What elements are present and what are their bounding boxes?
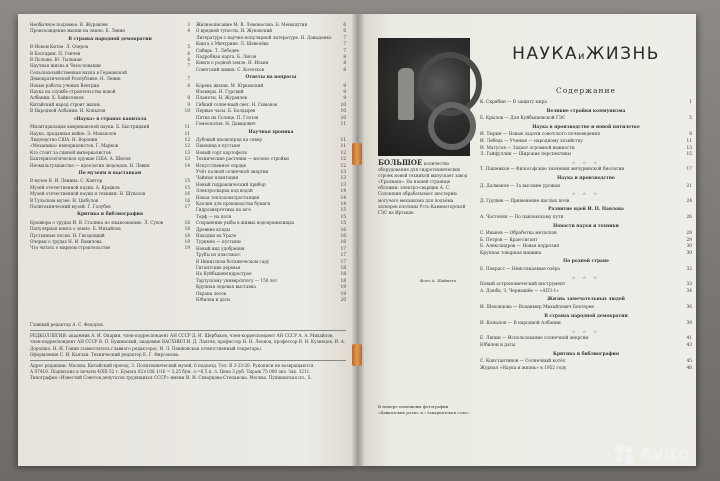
- toc-entry: [480, 184, 692, 191]
- toc-entry-title: Корень жизни. М. Юрковский: [196, 82, 264, 88]
- toc-entry-title: Учёт полной солнечной энергии: [196, 168, 269, 174]
- toc-entry-title: Происхождение жизни на земле. Б. Левин: [30, 28, 126, 34]
- toc-entry-page: 19: [184, 239, 190, 244]
- toc-entry: [30, 163, 190, 169]
- avito-logo-icon: [614, 444, 636, 464]
- staple-bottom: [352, 344, 362, 366]
- toc-entry-page: 16: [340, 239, 346, 245]
- toc-entry-title: Изомеры. Н. Гурский: [196, 89, 244, 95]
- toc-entry-title: Б. Александров — Новая коррозия: [480, 244, 560, 250]
- toc-entry-title: Торф — на поля: [196, 213, 232, 219]
- toc-entry-page: 8: [343, 54, 346, 60]
- toc-entry-title: Пятна на Солнце. П. Глотов: [196, 114, 259, 120]
- toc-entry-title: О вредной тупости. Н. Жуковский: [196, 28, 273, 34]
- toc-entry-title: И. Матусов — Задает огромной важности: [480, 145, 575, 151]
- imprint-line: Адрес редакции: Москва, Китайский проезд, 3. Политехнический музей, 6 подъезд. Тел. В 3-23-20. Рукописи не возвращаются.: [30, 363, 315, 369]
- toc-entry: [480, 321, 692, 328]
- toc-entry-title: Новый сорт картофеля: [196, 149, 247, 155]
- imprint-line: А 07410. Подписано к печати 4/XII-52 г. Бумага 82×108 1/16 = 3,25 бум. л.=6,5 п. л. Цена 3 руб. Тираж 75 000 экз. Зак. 3211.: [30, 369, 311, 375]
- toc-entry-page: 16: [340, 226, 346, 232]
- toc-entry-page: 8: [343, 60, 346, 66]
- section-heading: Критика и библиография: [76, 212, 144, 218]
- toc-entry: [480, 336, 692, 343]
- toc-entry-page: 6: [187, 50, 190, 56]
- toc-entry-page: 12: [340, 156, 346, 162]
- toc-entry-page: 17: [340, 252, 346, 258]
- section-heading: Научная хроника: [248, 129, 294, 135]
- toc-entry-title: Пшеница в пустыне: [196, 143, 241, 149]
- toc-entry-page: 8: [343, 66, 346, 72]
- right-toc: [480, 100, 692, 372]
- toc-entry: [30, 204, 190, 210]
- toc-entry-title: Политехнический музей. Г. Голубев: [30, 203, 111, 209]
- toc-entry: [480, 251, 692, 258]
- toc-entry-page: 8: [187, 95, 190, 101]
- toc-entry: [480, 244, 692, 251]
- toc-entry-title: Гомеопатия. Н. Давидович: [196, 121, 256, 127]
- toc-entry-title: Что читать о мирном строительстве: [30, 245, 111, 251]
- toc-entry-title: Китайский народ строит жизнь: [30, 101, 101, 107]
- toc-entry-page: 15: [340, 220, 346, 226]
- toc-entry-title: Музей отечественной науки. А. Крыжов: [30, 184, 120, 190]
- toc-entry-page: 15: [340, 213, 346, 219]
- toc-entry-page: 7: [343, 47, 346, 53]
- toc-entry-page: 46: [686, 365, 692, 371]
- photo-note: В номере помещены фотографии «Кавказские розы» и «Закарпатская соль».: [378, 404, 471, 415]
- toc-entry-title: Находки на Урале: [196, 233, 237, 238]
- toc-entry-title: Сельскохозяйственная наука в Германской: [30, 69, 127, 75]
- toc-entry-title: К. Скрябин — В защиту мира: [480, 100, 547, 105]
- toc-entry: [30, 28, 190, 34]
- toc-entry: [480, 359, 692, 366]
- toc-entry-page: 11: [340, 143, 346, 149]
- toc-entry-title: Необычное подземье. В. Журавлев: [30, 22, 108, 27]
- toc-heading: Содержание: [556, 86, 616, 95]
- toc-entry-title: В Болгарии. П. Генчев: [30, 50, 81, 56]
- toc-entry: [480, 132, 692, 139]
- toc-entry-title: Популярная книга о земле. Б. Михайлов: [30, 226, 121, 232]
- toc-entry-page: 5: [689, 116, 692, 122]
- toc-entry-title: Советский химик. С. Кочетков: [196, 66, 264, 72]
- star-divider: ☆ ☆ ☆: [571, 191, 601, 197]
- toc-entry-title: Пустынные пески. Н. Гвоздецкий: [30, 232, 105, 238]
- toc-entry: [196, 121, 346, 127]
- toc-entry-page: 45: [686, 359, 692, 365]
- toc-entry: [30, 108, 190, 114]
- toc-entry-title: Журнал «Наука и жизнь» в 1952 году: [480, 365, 567, 371]
- toc-entry-title: Д. Далманов — За высокие урожаи: [480, 183, 560, 189]
- section-heading: В странах народной демократии: [544, 313, 628, 319]
- toc-entry-title: Книги о родной земле. Н. Ильин: [196, 60, 269, 66]
- toc-entry-title: Тартускому университету — 150 лет: [196, 277, 278, 283]
- toc-entry-page: 7: [187, 63, 190, 69]
- toc-entry-page: 20: [340, 297, 346, 303]
- toc-entry-page: 19: [340, 284, 346, 290]
- star-divider: ☆ ☆ ☆: [571, 274, 601, 280]
- toc-entry-page: 18: [340, 277, 346, 283]
- toc-entry-title: Наука, проданная войне. Э. Макьюлов: [30, 130, 116, 136]
- avito-wordmark: Avito: [640, 444, 690, 464]
- caption-text: количество оборудования для гидротехнических строек новой техникой выпускает завод «Уралмаш». На нашей странице обложки: электро-сварщик А. С. Солоншин обрабатывает шестерню могучего механизма для подъёма затворов плотины Усть-Каменогорской ГЭС на Иртыше.: [378, 161, 468, 215]
- toc-entry-page: 32: [686, 267, 692, 273]
- toc-entry-title: Милитаризация американской науки. Б. Быстрицкий: [30, 124, 150, 130]
- toc-entry-title: В Народной Албании. Н. Копылов: [30, 108, 106, 114]
- toc-entry-title: Охрана лесов: [196, 290, 226, 296]
- toc-entry-page: 11: [184, 124, 190, 130]
- toc-entry-title: Т. Пашенков — Философские значения мичуринской биологии: [480, 167, 625, 173]
- toc-entry-page: 14: [340, 188, 346, 194]
- toc-entry-title: Крупная товарная машина: [480, 250, 542, 256]
- toc-entry: [30, 245, 190, 251]
- toc-entry-page: 16: [184, 197, 190, 203]
- toc-entry-title: Чайные плантации: [196, 175, 239, 181]
- toc-entry-title: Юбилеи и даты: [196, 297, 231, 303]
- avito-watermark: [614, 443, 689, 465]
- toc-entry-title: Новый вид удобрения: [196, 245, 245, 251]
- section-heading: Великие стройки коммунизма: [546, 108, 626, 114]
- toc-entry-title: В Новом Китае. Л. Озеров: [30, 44, 88, 50]
- imprint-line: Типография «Известий Советов депутатов трудящихся СССР» имени И. И. Скворцова-Степанова. Москва, Пушкинская пл., 5.: [30, 375, 312, 381]
- toc-entry-page: 14: [184, 162, 190, 168]
- section-heading: Развитие идей И. П. Павлова: [548, 207, 624, 213]
- toc-entry-page: 33: [686, 282, 692, 288]
- toc-entry-page: 12: [184, 136, 190, 142]
- photo-credit: Фото А. Шайхета: [420, 278, 457, 283]
- toc-entry-page: 29: [686, 237, 692, 243]
- toc-entry-title: Жизнеописание М. В. Ломоносова. Б. Меньшутин: [196, 22, 308, 27]
- toc-entry-title: Трубы из пластмасс: [196, 252, 241, 258]
- toc-entry-page: 15: [184, 178, 190, 184]
- toc-entry-page: 14: [340, 200, 346, 206]
- toc-entry-title: Е. Крылов — Для Куйбышевской ГЭС: [480, 116, 566, 122]
- toc-entry-page: 10: [340, 114, 346, 120]
- magazine-spine: [352, 14, 364, 466]
- toc-entry-page: 19: [184, 245, 190, 251]
- left-toc-column-2: [196, 22, 346, 303]
- staple-top: [352, 143, 362, 165]
- toc-entry-title: Дубовый шелкопряд на север: [196, 136, 262, 142]
- toc-entry-title: Крупная ледовая выставка: [196, 284, 256, 290]
- left-toc-column-1: [30, 22, 190, 252]
- section-heading: По музеям и выставкам: [78, 170, 142, 176]
- toc-entry-page: 18: [340, 265, 346, 271]
- section-heading: В странах народной демократии: [68, 36, 152, 42]
- toc-entry-title: Албании. Х. Хайнслеков: [30, 95, 84, 101]
- section-heading: «Наука» в странах капитала: [73, 116, 147, 122]
- toc-entry-page: 17: [686, 167, 692, 173]
- toc-entry-title: Новые работы ученых Венгрии: [30, 82, 100, 88]
- toc-entry-page: 21: [686, 183, 692, 189]
- toc-entry-page: 11: [340, 121, 346, 127]
- imprint-line: Главный редактор А. С. Федоров.: [30, 322, 104, 327]
- toc-entry-title: Е. Покрасс — Неиссякаемые озёра: [480, 267, 560, 273]
- toc-entry-title: Туркмен — пустыни: [196, 239, 241, 245]
- toc-entry-title: Гидроэнергетика на юге: [196, 207, 251, 213]
- toc-entry-page: 5: [187, 44, 190, 50]
- toc-entry-page: 6: [187, 57, 190, 63]
- toc-entry: [480, 231, 692, 238]
- toc-entry-title: Юбилеи и даты: [480, 343, 516, 348]
- imprint-line: Оформление С. И. Каплан. Технический редактор Е. Г. Фирсонова.: [30, 351, 180, 357]
- toc-entry-page: 4: [187, 28, 190, 34]
- toc-entry-page: 28: [686, 231, 692, 237]
- toc-entry-page: 9: [343, 89, 346, 95]
- toc-entry-title: Каолин для производства бумаги: [196, 200, 271, 206]
- toc-entry: [480, 139, 692, 146]
- toc-entry-page: 15: [340, 207, 346, 213]
- toc-entry-title: На Куйбышевгидрострое: [196, 271, 252, 277]
- title-conjunction: и: [578, 51, 587, 62]
- toc-entry-page: 11: [340, 136, 346, 142]
- welder-figure: [398, 68, 414, 120]
- toc-entry-title: И. Шеховцова — Владимир Михайлович Бехтерев: [480, 305, 594, 311]
- toc-entry-page: 18: [184, 232, 190, 238]
- toc-entry-title: И. Копылов — В народной Албании: [480, 321, 561, 327]
- toc-entry-title: В Никитском ботаническом саду: [196, 258, 270, 264]
- toc-entry: [480, 282, 692, 289]
- star-divider: ☆ ☆ ☆: [571, 159, 601, 165]
- toc-entry-page: 1: [689, 100, 692, 105]
- toc-entry: [480, 146, 692, 153]
- photo-caption: [378, 160, 472, 216]
- toc-entry-title: А. Дзюба, З. Чернышёв — «АПЗ-1»: [480, 288, 559, 294]
- gear-wheel-image: [428, 102, 476, 150]
- toc-entry: [480, 238, 692, 245]
- toc-entry-title: Наука на службе строительства новой: [30, 89, 116, 95]
- toc-entry-page: 15: [184, 184, 190, 190]
- toc-entry-page: 12: [184, 143, 190, 149]
- toc-entry-page: 10: [184, 108, 190, 114]
- toc-entry: [480, 100, 692, 107]
- toc-entry: [480, 152, 692, 159]
- toc-entry: [480, 289, 692, 296]
- toc-entry-title: В Польше. Ю. Тыльман: [30, 57, 82, 63]
- toc-entry-title: Гибкий солнечный свет. Н. Симонов: [196, 101, 278, 107]
- toc-entry: [480, 116, 692, 123]
- toc-entry-page: 39: [686, 321, 692, 327]
- toc-entry-page: 24: [686, 198, 692, 204]
- toc-entry-page: 6: [343, 28, 346, 34]
- toc-entry-title: Л. Гайфуллин — Широкие перспективы: [480, 152, 571, 158]
- toc-entry-title: Научная жизнь в Чехословакии: [30, 63, 101, 69]
- toc-entry-title: Бактериологическое оружие США. А. Шилов: [30, 156, 131, 162]
- toc-entry-title: Древние клады: [196, 226, 230, 232]
- toc-entry-title: Планеты. Н. Журавлев: [196, 95, 247, 101]
- cover-photo: [378, 38, 470, 156]
- toc-entry-title: Подробная карта. Б. Лисов: [196, 54, 257, 60]
- toc-entry-page: 17: [184, 203, 190, 209]
- toc-entry-title: Д. Грушев — Применение кислых почв: [480, 198, 570, 204]
- toc-entry-title: Литература о научно-популярной литературе. Н. Давыденко: [196, 34, 332, 40]
- toc-entry-page: 26: [686, 214, 692, 220]
- toc-entry-title: И. Лебедь — Ученые — народному хозяйству: [480, 138, 583, 144]
- imprint-block: [30, 322, 346, 382]
- section-heading: Наука и производство: [557, 175, 615, 181]
- toc-entry-title: Брошюра о трудах И. В. Сталина по языкознанию. Л. Сухов: [30, 219, 164, 225]
- toc-entry-page: 7: [343, 34, 346, 40]
- toc-entry-page: 11: [184, 130, 190, 136]
- toc-entry: [196, 297, 346, 303]
- title-word-2: ЖИЗНЬ: [586, 44, 660, 64]
- toc-entry-title: Новая теплоэлектростанция: [196, 194, 260, 200]
- toc-entry-title: Б. Петров — Кран-гигант: [480, 237, 538, 243]
- toc-entry-title: Электросварка под водой: [196, 188, 253, 194]
- toc-entry-page: 9: [343, 95, 346, 101]
- toc-entry-title: Людоедство США. Н. Воронин: [30, 136, 98, 142]
- toc-entry-title: Демократической Республике. Н. Ленин: [30, 76, 121, 82]
- toc-entry-title: Кто стоит за спиной империалистов: [30, 149, 111, 155]
- toc-entry-page: 16: [340, 233, 346, 238]
- toc-entry: [480, 343, 692, 350]
- toc-entry-page: 14: [340, 194, 346, 200]
- toc-entry-title: Первые часы. Б. Болдырев: [196, 108, 256, 114]
- toc-entry-page: 13: [340, 181, 346, 187]
- toc-entry: [480, 199, 692, 206]
- toc-entry-page: 18: [184, 226, 190, 232]
- toc-entry-title: Новый астрономический инструмент: [480, 282, 566, 288]
- magazine-title: [480, 44, 692, 64]
- toc-entry-page: 9: [343, 82, 346, 88]
- toc-entry-title: Искусственное сердце: [196, 162, 247, 168]
- toc-entry-page: 17: [340, 258, 346, 264]
- toc-entry-title: Книга о Мичурине. Л. Шевелёва: [196, 41, 269, 47]
- toc-entry-page: 15: [686, 152, 692, 158]
- toc-entry-page: 34: [686, 288, 692, 294]
- caption-lead: БОЛЬШОЕ: [378, 158, 423, 167]
- toc-entry-title: Новый гидравлический прибор: [196, 181, 266, 187]
- toc-entry-title: Неомальтузианство — идеология людоедов. Н. Левин: [30, 162, 150, 168]
- toc-entry: [480, 267, 692, 274]
- toc-entry-page: 9: [187, 101, 190, 107]
- toc-entry-page: 13: [340, 175, 346, 181]
- toc-entry-title: Е. Ляпин — Использование солнечной энергии: [480, 336, 589, 342]
- toc-entry-page: 13: [340, 168, 346, 174]
- toc-entry-page: 30: [686, 250, 692, 256]
- toc-entry-title: А. Частоняк — По павловскому пути: [480, 214, 564, 220]
- toc-entry-page: 17: [340, 245, 346, 251]
- toc-entry-page: 13: [686, 145, 692, 151]
- toc-entry-page: 18: [340, 271, 346, 277]
- section-heading: Ответы на вопросы: [245, 75, 297, 81]
- toc-entry-page: 10: [340, 101, 346, 107]
- toc-entry-page: 36: [686, 305, 692, 311]
- toc-entry-page: 11: [686, 138, 692, 144]
- toc-entry-page: 19: [340, 290, 346, 296]
- toc-entry-page: 6: [343, 22, 346, 27]
- toc-entry-title: Технические растения — молоко стройки: [196, 156, 289, 162]
- divider: [30, 360, 346, 361]
- toc-entry-page: 13: [184, 149, 190, 155]
- toc-entry-title: И. Тюрин — Новые задачи советского почвоведения: [480, 132, 600, 138]
- toc-entry-page: 30: [686, 244, 692, 250]
- star-divider: ☆ ☆ ☆: [571, 328, 601, 334]
- toc-entry-page: 18: [184, 219, 190, 225]
- toc-entry: [196, 67, 346, 73]
- section-heading: По родной стране: [563, 259, 609, 265]
- toc-entry-title: С. Константинов — Солнечный котёл: [480, 359, 566, 365]
- toc-entry-page: 7: [343, 41, 346, 47]
- toc-entry-page: 10: [340, 108, 346, 114]
- toc-entry: [480, 215, 692, 222]
- toc-entry-page: 8: [689, 132, 692, 138]
- section-heading: Жизнь замечательных людей: [547, 297, 625, 303]
- toc-entry-page: 43: [686, 343, 692, 348]
- toc-entry-title: С. Иванов — Обработка металлов: [480, 231, 557, 237]
- toc-entry-title: «Механика» империалистов. Г. Марков: [30, 143, 119, 149]
- toc-entry-title: Очерки о трудах Н. И. Вавилова: [30, 239, 102, 244]
- toc-entry-page: 8: [187, 82, 190, 88]
- toc-entry-title: Сохранение рыбы в живых водохранилищах: [196, 220, 295, 226]
- section-heading: Наука в производстве и новой пятилетке: [532, 124, 640, 130]
- toc-entry-page: 12: [340, 162, 346, 168]
- toc-entry: [480, 167, 692, 174]
- section-heading: Новости науки и техники: [553, 223, 619, 229]
- toc-entry-page: 3: [187, 22, 190, 27]
- toc-entry-page: 12: [340, 149, 346, 155]
- toc-entry: [480, 366, 692, 373]
- toc-entry: [480, 305, 692, 312]
- divider: [30, 330, 346, 331]
- toc-entry-title: В музее В. И. Ленина. С. Кантор: [30, 178, 103, 184]
- toc-entry-title: Музей отечественной науки и техники. Н. Шувалов: [30, 191, 146, 197]
- imprint-line: РЕДКОЛЛЕГИЯ: академик А. И. Опарин, член-корреспондент АН СССР Д. И. Щербаков, член-корреспондент АН СССР А. А. Михайлов, член-корреспондент АН СССР В. П. Бушинский, академик ВАСХНИЛ И. Д. Лаптев, профессор Н. Н. Леонов, профессор В. Н. Кузнецов, И. А. Дорошко, Н. И. Ганин (заместитель главного редактора), И. Л. Пешковская (ответственный секретарь).: [30, 333, 346, 351]
- title-word-1: НАУКА: [512, 44, 579, 64]
- toc-entry-page: 7: [187, 76, 190, 82]
- toc-entry-page: 41: [686, 336, 692, 342]
- toc-entry-page: 16: [184, 191, 190, 197]
- section-heading: Критика и библиография: [552, 351, 620, 357]
- toc-entry-title: Гигантские деревья: [196, 265, 241, 271]
- toc-entry-title: Сибирь. Т. Лебедев: [196, 47, 239, 53]
- toc-entry-title: В Тульском музее. Н. Цыбулов: [30, 197, 99, 203]
- toc-entry-page: 13: [184, 156, 190, 162]
